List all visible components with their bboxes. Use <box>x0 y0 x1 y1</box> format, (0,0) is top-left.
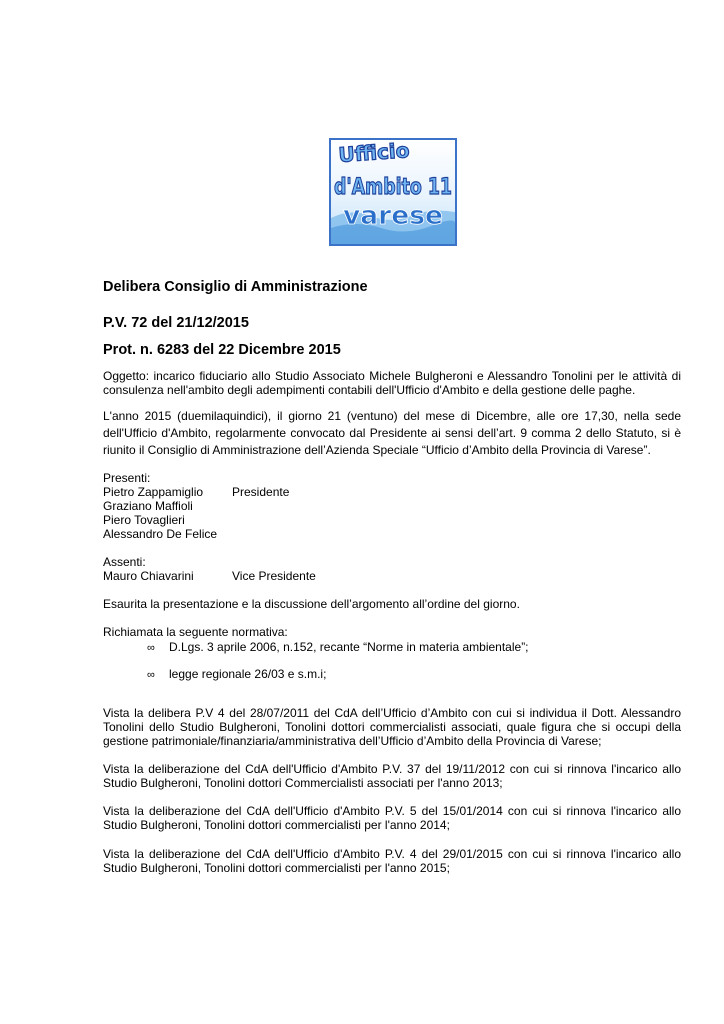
assente-name: Mauro Chiavarini <box>103 569 194 583</box>
presente-name: Alessandro De Felice <box>103 527 218 541</box>
vista-line: Vista la deliberazione del CdA dell'Ufficio d'Ambito P.V. 37 del 19/11/2012 con cui si rinnova l'incarico allo <box>103 762 681 776</box>
intro-line: riunito il Consiglio di Amministrazione dell’Azienda Speciale “Ufficio d’Ambito della Provincia di Varese”. <box>103 443 651 457</box>
ufficio-ambito-logo <box>329 138 457 246</box>
infinity-bullet-icon: ∞ <box>147 669 155 681</box>
logo-text-ufficio: Ufficio <box>337 138 411 167</box>
vista-line: gestione patrimoniale/finanziaria/amministrativa dell’Ufficio d’Ambito della Provincia di Varese; <box>103 734 602 748</box>
logo-text-varese: varese <box>343 201 443 231</box>
normativa-item: D.Lgs. 3 aprile 2006, n.152, recante “Norme in materia ambientale”; <box>169 640 529 654</box>
document-title: Delibera Consiglio di Amministrazione <box>103 279 368 295</box>
presente-role: Presidente <box>232 485 290 499</box>
presenti-label: Presenti: <box>103 471 151 485</box>
vista-paragraph <box>103 804 681 832</box>
normativa-label: Richiamata la seguente normativa: <box>103 625 288 639</box>
normativa-item: legge regionale 26/03 e s.m.i; <box>169 667 327 681</box>
vista-line: Vista la deliberazione del CdA dell'Ufficio d'Ambito P.V. 5 del 15/01/2014 con cui si rinnova l'incarico allo <box>103 804 681 818</box>
assente-role: Vice Presidente <box>232 569 316 583</box>
esaurita-paragraph: Esaurita la presentazione e la discussione dell’argomento all’ordine del giorno. <box>103 597 520 611</box>
vista-line: Vista la delibera P.V 4 del 28/07/2011 del CdA dell’Ufficio d’Ambito con cui si individua il Dott. Alessandro <box>103 706 681 720</box>
oggetto-paragraph <box>103 369 681 397</box>
oggetto-line: consulenza nell'ambito degli adempimenti contabili dell'Ufficio d'Ambito e della gestione delle paghe. <box>103 383 636 397</box>
logo-text-ambito: d'Ambito 11 <box>334 175 452 200</box>
presente-name: Pietro Zappamiglio <box>103 485 204 499</box>
pv-number: P.V. 72 del 21/12/2015 <box>103 315 249 331</box>
vista-paragraph <box>103 706 681 748</box>
vista-line: Studio Bulgheroni, Tonolini dottori commercialisti per l'anno 2015; <box>103 861 450 875</box>
oggetto-line: Oggetto: incarico fiduciario allo Studio Associato Michele Bulgheroni e Alessandro Tonolini per le attività di <box>103 369 681 383</box>
presente-name: Piero Tovaglieri <box>103 513 185 527</box>
assenti-label: Assenti: <box>103 555 146 569</box>
vista-line: Tonolini dello Studio Bulgheroni, Tonolini dottori commercialisti associati, quale figura che si occupi della <box>103 720 681 734</box>
vista-line: Studio Bulgheroni, Tonolini dottori commercialisti per l'anno 2014; <box>103 818 450 832</box>
vista-paragraph <box>103 762 681 790</box>
presente-name: Graziano Maffioli <box>103 499 193 513</box>
vista-paragraph <box>103 847 681 875</box>
vista-line: Vista la deliberazione del CdA dell'Ufficio d'Ambito P.V. 4 del 29/01/2015 con cui si rinnova l'incarico allo <box>103 847 681 861</box>
infinity-bullet-icon: ∞ <box>147 642 155 654</box>
intro-line: dell'Ufficio d'Ambito, regolarmente convocato dal Presidente ai sensi dell’art. 9 comma 2 dello Statuto, si è <box>103 426 681 440</box>
vista-line: Studio Bulgheroni, Tonolini dottori Commercialisti associati per l'anno 2013; <box>103 776 503 790</box>
intro-line: L'anno 2015 (duemilaquindici), il giorno 21 (ventuno) del mese di Dicembre, alle ore 17,30, nella sede <box>103 409 681 423</box>
intro-paragraph <box>103 408 681 459</box>
protocol-number: Prot. n. 6283 del 22 Dicembre 2015 <box>103 342 341 358</box>
